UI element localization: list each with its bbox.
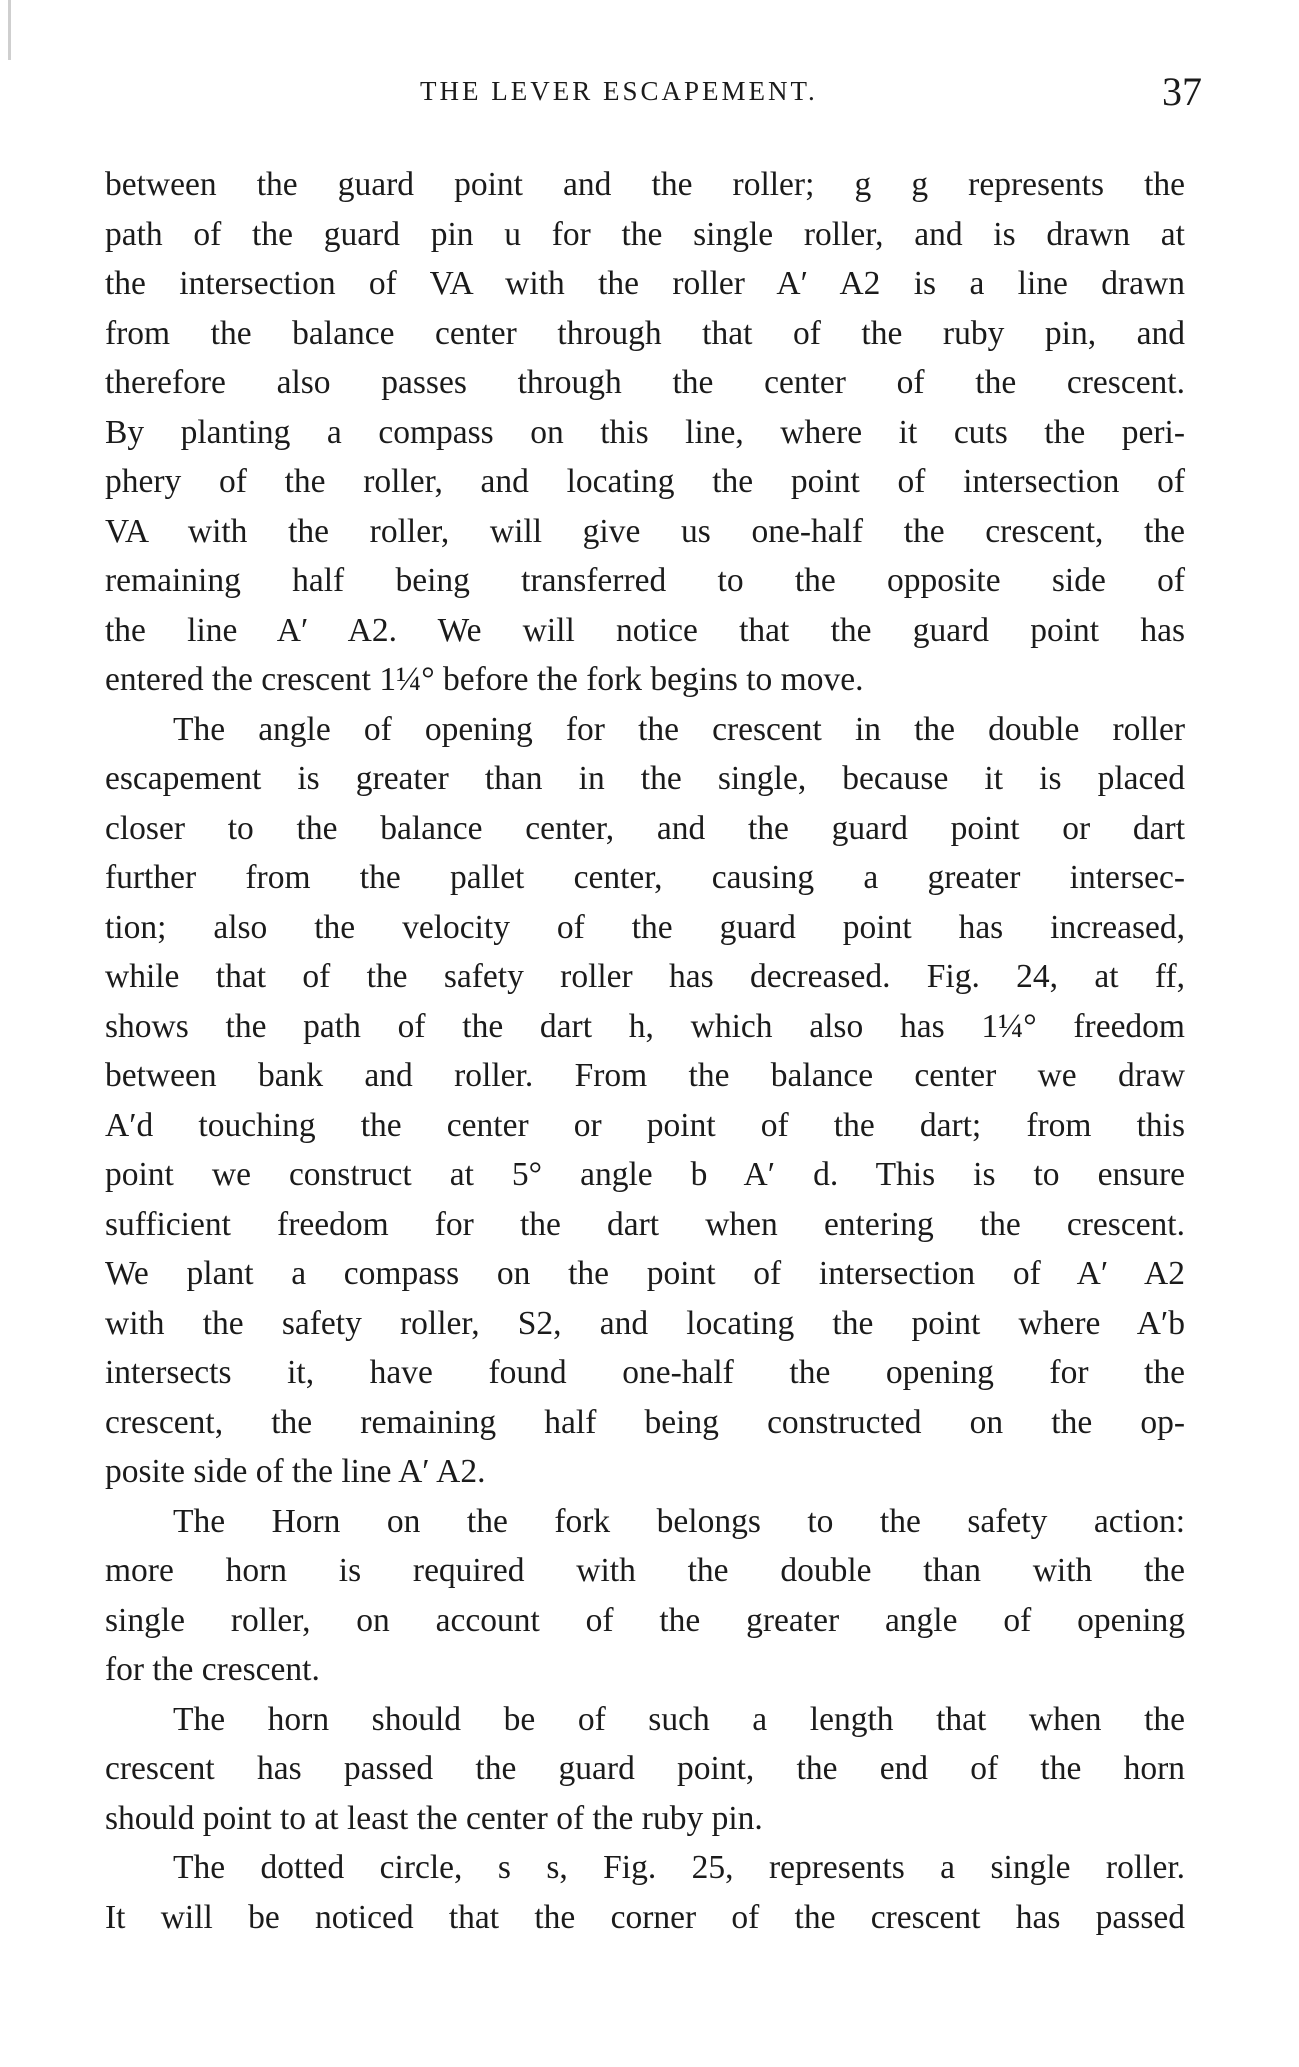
text-line: VA with the roller, will give us one-half the crescent, the: [105, 512, 1185, 550]
text-line: The dotted circle, s s, Fig. 25, represents a single roller.: [173, 1849, 1185, 1886]
text-line: while that of the safety roller has decreased. Fig. 24, at ff,: [105, 958, 1185, 995]
text-line: from the balance center through that of the ruby pin, and: [105, 314, 1185, 352]
text-line: for the crescent.: [105, 1651, 320, 1688]
text-line: shows the path of the dart h, which also has 1¼° freedom: [105, 1007, 1185, 1045]
text-line: posite side of the line A′ A2.: [105, 1453, 486, 1490]
page-number: 37: [1162, 69, 1202, 114]
text-line: between bank and roller. From the balance center we draw: [105, 1057, 1185, 1094]
text-line: tion; also the velocity of the guard point has increased,: [105, 908, 1185, 946]
text-line: further from the pallet center, causing a greater intersec-: [105, 859, 1185, 896]
text-line: intersects it, have found one-half the opening for the: [105, 1354, 1185, 1391]
text-line: escapement is greater than in the single, because it is placed: [105, 760, 1185, 797]
text-line: The horn should be of such a length that when the: [173, 1700, 1185, 1738]
text-line: path of the guard pin u for the single roller, and is drawn at: [105, 215, 1185, 253]
text-line: sufficient freedom for the dart when entering the crescent.: [105, 1205, 1185, 1243]
text-line: remaining half being transferred to the opposite side of: [105, 562, 1185, 599]
text-line: single roller, on account of the greater angle of opening: [105, 1601, 1185, 1639]
text-line: The Horn on the fork belongs to the safety action:: [173, 1502, 1185, 1540]
text-line: between the guard point and the roller; g g represents the: [105, 166, 1185, 203]
text-line: crescent has passed the guard point, the end of the horn: [105, 1750, 1185, 1787]
text-line: the intersection of VA with the roller A′ A2 is a line drawn: [105, 265, 1185, 302]
text-line: By planting a compass on this line, where it cuts the peri-: [105, 413, 1185, 451]
running-title: THE LEVER ESCAPEMENT.: [420, 76, 818, 106]
text-line: closer to the balance center, and the guard point or dart: [105, 809, 1185, 847]
page-header: [0, 68, 1299, 128]
scan-edge-mark: [8, 0, 11, 60]
text-line: entered the crescent 1¼° before the fork begins to move.: [105, 661, 864, 698]
text-line: The angle of opening for the crescent in the double roller: [173, 710, 1185, 748]
text-line: therefore also passes through the center of the crescent.: [105, 364, 1185, 401]
text-line: point we construct at 5° angle b A′ d. This is to ensure: [105, 1156, 1185, 1193]
body-text: [105, 160, 1185, 1942]
text-line: phery of the roller, and locating the point of intersection of: [105, 463, 1185, 500]
text-line: It will be noticed that the corner of the crescent has passed: [105, 1898, 1185, 1936]
text-line: with the safety roller, S2, and locating the point where A′b: [105, 1304, 1185, 1342]
text-line: A′d touching the center or point of the dart; from this: [105, 1106, 1185, 1144]
text-line: crescent, the remaining half being constructed on the op-: [105, 1403, 1185, 1441]
text-line: We plant a compass on the point of intersection of A′ A2: [105, 1255, 1185, 1292]
text-line: the line A′ A2. We will notice that the guard point has: [105, 611, 1185, 649]
text-line: should point to at least the center of the ruby pin.: [105, 1799, 763, 1837]
text-line: more horn is required with the double than with the: [105, 1552, 1185, 1589]
